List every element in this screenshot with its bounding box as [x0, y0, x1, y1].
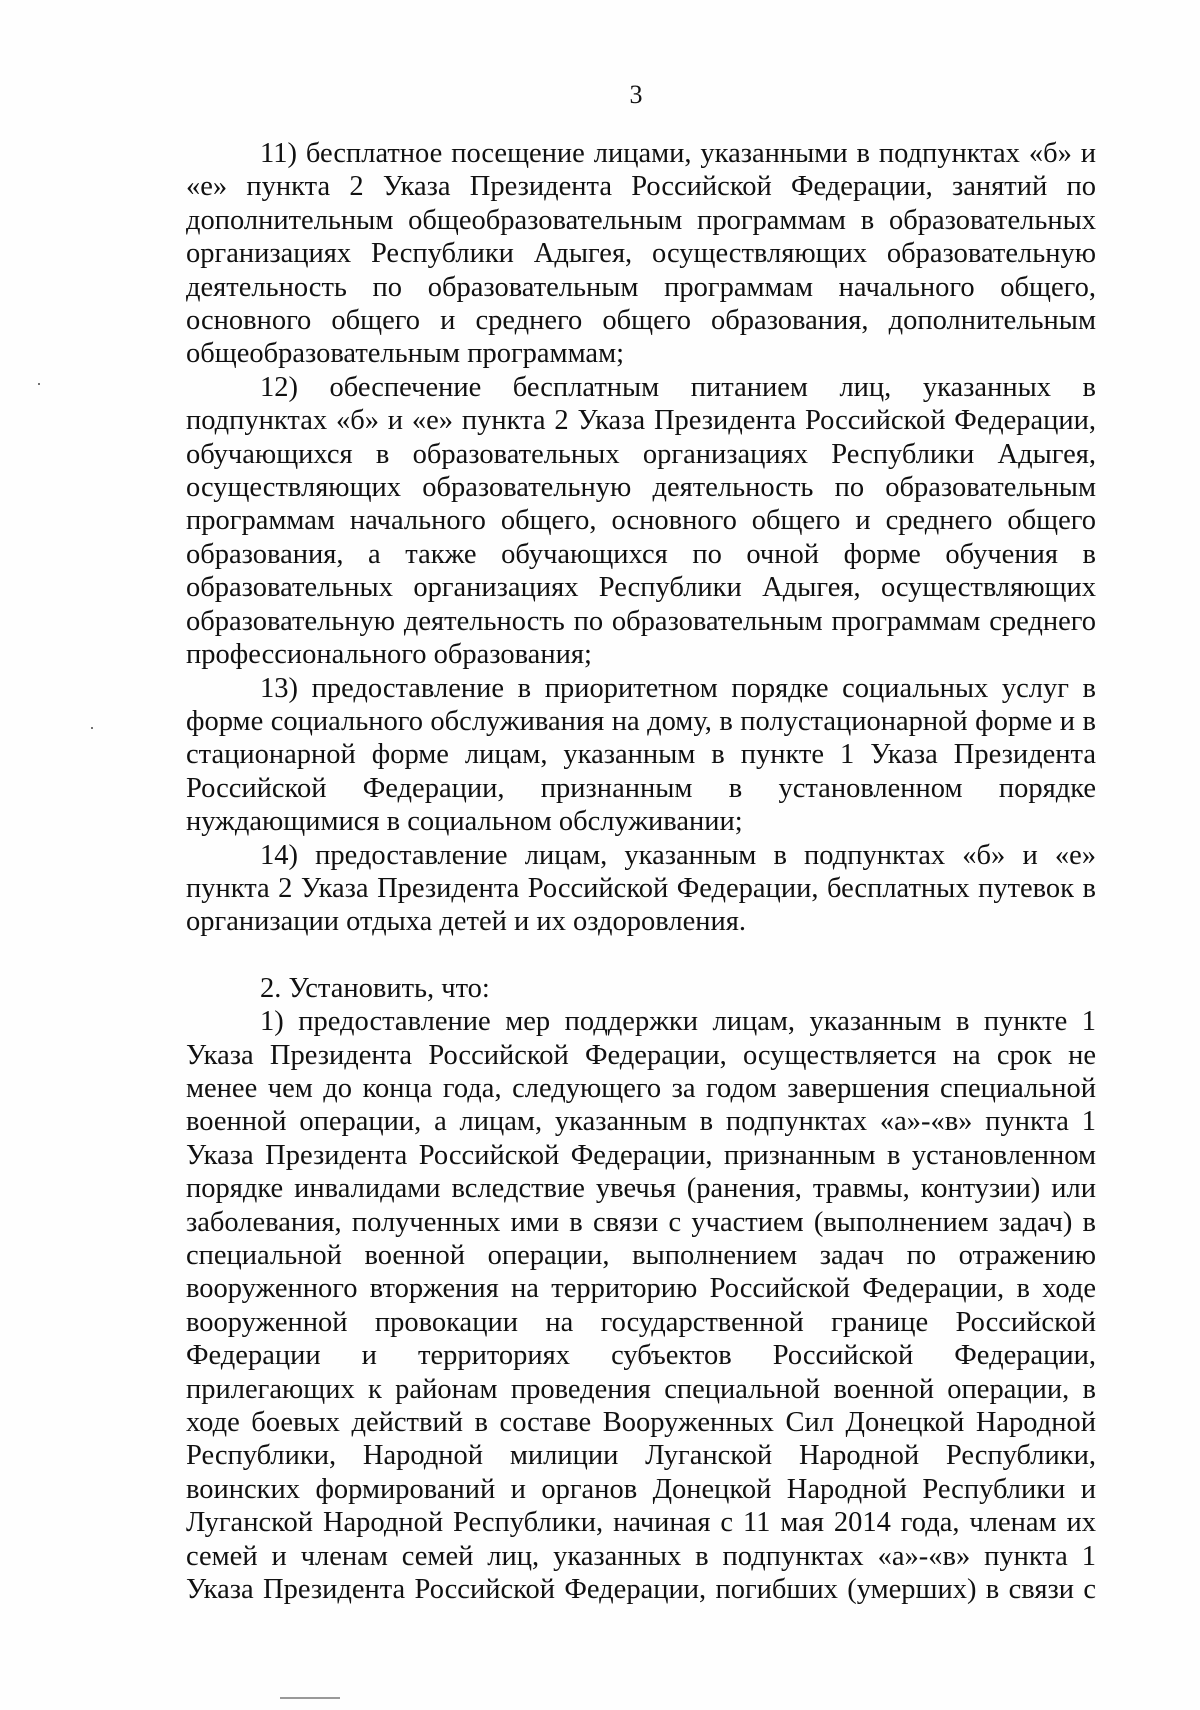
scan-trace	[280, 1697, 340, 1699]
paragraph-item-12: 12) обеспечение бесплатным питанием лиц, указанных в подпунктах «б» и «е» пункта 2 Указа Президента Российской Федерации, обучающихся в образовательных организациях Республики Адыгея, осуществляющих образовательную деятельность по образовательным программам начального общего, основного общего и среднего общего образования, а также обучающихся по очной форме обучения в образовательных организациях Республики Адыгея, осуществляющих образовательную деятельность по образовательным программам среднего профессионального образования;	[186, 371, 1096, 671]
document-body	[186, 137, 1096, 1606]
scan-speck	[91, 727, 93, 729]
paragraph-item-11: 11) бесплатное посещение лицами, указанными в подпунктах «б» и «е» пункта 2 Указа Президента Российской Федерации, занятий по дополнительным общеобразовательным программам в образовательных организациях Республики Адыгея, осуществляющих образовательную деятельность по образовательным программам начального общего, основного общего и среднего общего образования, дополнительным общеобразовательным программам;	[186, 138, 1096, 370]
page-number: 3	[629, 80, 643, 109]
scan-speck	[38, 383, 40, 385]
paragraph-item-14: 14) предоставление лицам, указанным в подпунктах «б» и «е» пункта 2 Указа Президента Российской Федерации, бесплатных путевок в организации отдыха детей и их оздоровления.	[186, 839, 1096, 938]
section-2-heading: 2. Установить, что:	[260, 972, 490, 1004]
paragraph-item-13: 13) предоставление в приоритетном порядке социальных услуг в форме социального обслуживания на дому, в полустационарной форме и в стационарной форме лицам, указанным в пункте 1 Указа Президента Российской Федерации, признанным в установленном порядке нуждающимися в социальном обслуживании;	[186, 672, 1096, 838]
paragraph-section-2-item-1: 1) предоставление мер поддержки лицам, указанным в пункте 1 Указа Президента Российской Федерации, осуществляется на срок не менее чем до конца года, следующего за годом завершения специальной военной операции, а лицам, указанным в подпунктах «а»-«в» пункта 1 Указа Президента Российской Федерации, признанным в установленном порядке инвалидами вследствие увечья (ранения, травмы, контузии) или заболевания, полученных ими в связи с участием (выполнением задач) в специальной военной операции, выполнением задач по отражению вооруженного вторжения на территорию Российской Федерации, в ходе вооруженной провокации на государственной границе Российской Федерации и территориях субъектов Российской Федерации, прилегающих к районам проведения специальной военной операции, в ходе боевых действий в составе Вооруженных Сил Донецкой Народной Республики, Народной милиции Луганской Народной Республики, воинских формирований и органов Донецкой Народной Республики и Луганской Народной Республики, начиная с 11 мая 2014 года, членам их семей и членам семей лиц, указанных в подпунктах «а»-«в» пункта 1 Указа Президента Российской Федерации, погибших (умерших) в связи с	[186, 1006, 1096, 1606]
